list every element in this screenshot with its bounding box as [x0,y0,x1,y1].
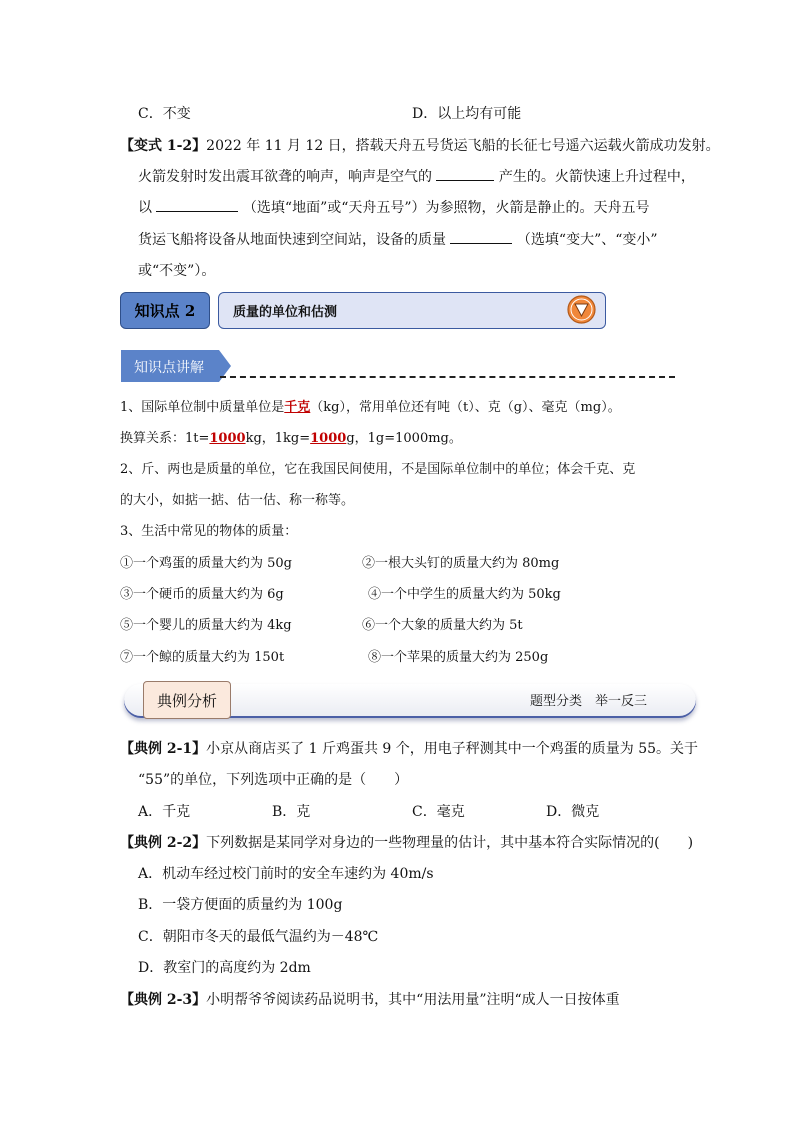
knowledge-point-tag: 知识点 2 [120,292,210,329]
content-para-4: 的大小，如掂一掂、估一估、称一称等。 [120,493,355,508]
answer-blank-1[interactable] [436,166,494,181]
example-section-subtitle: 题型分类 举一反三 [530,694,648,709]
content-para-1 [120,396,621,415]
content-para-2 [120,427,462,446]
example-2-2-line-1 [120,832,693,852]
mass-item: ⑦一个鲸的质量大约为 150t [120,650,285,665]
variant-line-2 [138,166,695,186]
content-para-3: 2、斤、两也是质量的单位，它在我国民间使用，不是国际单位制中的单位；体会千克、克 [120,462,636,477]
example-2-1-option[interactable]: D．微克 [546,804,600,820]
example-section-tag: 典例分析 [143,681,231,719]
key-term-kilogram: 千克 [284,400,311,415]
content-para-5: 3、生活中常见的物体的质量： [120,524,298,539]
knowledge-point-header [120,292,606,329]
variant-text-2a: 火箭发射时发出震耳欲聋的响声，响声是空气的 [138,169,432,185]
option-c: C．不变 [138,106,191,122]
expand-triangle-icon[interactable] [567,295,596,324]
mass-item: ②一根大头钉的质量大约为 80mg [362,556,560,571]
variant-text-5: 或“不变”）。 [138,263,216,279]
dashed-divider [220,376,675,378]
content-text-2c: g，1g=1000mg。 [346,431,462,446]
example-2-1-text-2: “55”的单位，下列选项中正确的是（ ） [138,772,409,788]
example-2-2-option[interactable]: B．一袋方便面的质量约为 100g [138,897,343,913]
explanation-tag-label: 知识点讲解 [134,360,204,376]
mass-item: ①一个鸡蛋的质量大约为 50g [120,556,292,571]
example-2-1-text-1: 小京从商店买了 1 斤鸡蛋共 9 个，用电子秤测其中一个鸡蛋的质量为 55。关于 [206,741,699,757]
mass-item: ③一个硬币的质量大约为 6g [120,587,284,602]
variant-label: 【变式 1-2】 [120,138,207,154]
content-text-1b: （kg），常用单位还有吨（t）、克（g）、毫克（mg）。 [310,400,621,415]
variant-text-1: 2022 年 11 月 12 日，搭载天舟五号货运飞船的长征七号遥六运载火箭成功发射。 [206,138,720,154]
variant-line-3 [138,197,650,217]
mass-item: ⑤一个婴儿的质量大约为 4kg [120,618,292,633]
variant-text-4a: 货运飞船将设备从地面快速到空间站，设备的质量 [138,232,446,248]
variant-text-4b: （选填“变大”、“变小” [516,232,658,248]
example-2-1-line-1 [120,738,698,758]
content-text-2b: kg，1kg= [245,431,311,446]
content-text-2a: 换算关系：1t= [120,431,210,446]
key-value-2: 1000 [310,431,347,446]
example-2-3-line-1 [120,989,620,1009]
example-2-3-label: 【典例 2-3】 [120,992,207,1008]
example-2-3-text-1: 小明帮爷爷阅读药品说明书，其中“用法用量”注明“成人一日按体重 [206,992,620,1008]
example-2-2-option[interactable]: D．教室门的高度约为 2dm [138,960,311,976]
example-2-1-option[interactable]: B．克 [272,804,311,820]
example-2-1-option[interactable]: C．毫克 [412,804,465,820]
knowledge-point-title-text: 质量的单位和估测 [233,305,338,320]
option-d: D．以上均有可能 [412,106,522,122]
example-2-2-text-1: 下列数据是某同学对身边的一些物理量的估计，其中基本符合实际情况的( ) [206,835,694,851]
example-2-1-label: 【典例 2-1】 [120,741,207,757]
variant-text-3a: 以 [138,200,152,216]
key-value-1: 1000 [209,431,246,446]
knowledge-point-title [218,292,606,329]
variant-text-2b: 产生的。火箭快速上升过程中， [498,169,695,185]
content-text-1a: 1、国际单位制中质量单位是 [120,400,285,415]
variant-text-3b: （选填“地面”或“天舟五号”）为参照物，火箭是静止的。天舟五号 [242,200,650,216]
mass-item: ⑥一个大象的质量大约为 5t [362,618,523,633]
example-2-1-option[interactable]: A．千克 [138,804,191,820]
example-2-2-option[interactable]: C．朝阳市冬天的最低气温约为－48℃ [138,929,379,945]
answer-blank-3[interactable] [450,229,512,244]
mass-item: ④一个中学生的质量大约为 50kg [368,587,561,602]
example-2-2-option[interactable]: A．机动车经过校门前时的安全车速约为 40m/s [138,866,434,882]
variant-line-4 [138,229,658,249]
answer-blank-2[interactable] [156,197,238,212]
example-2-2-label: 【典例 2-2】 [120,835,207,851]
variant-line-1 [120,135,720,155]
mass-item: ⑧一个苹果的质量大约为 250g [368,650,549,665]
